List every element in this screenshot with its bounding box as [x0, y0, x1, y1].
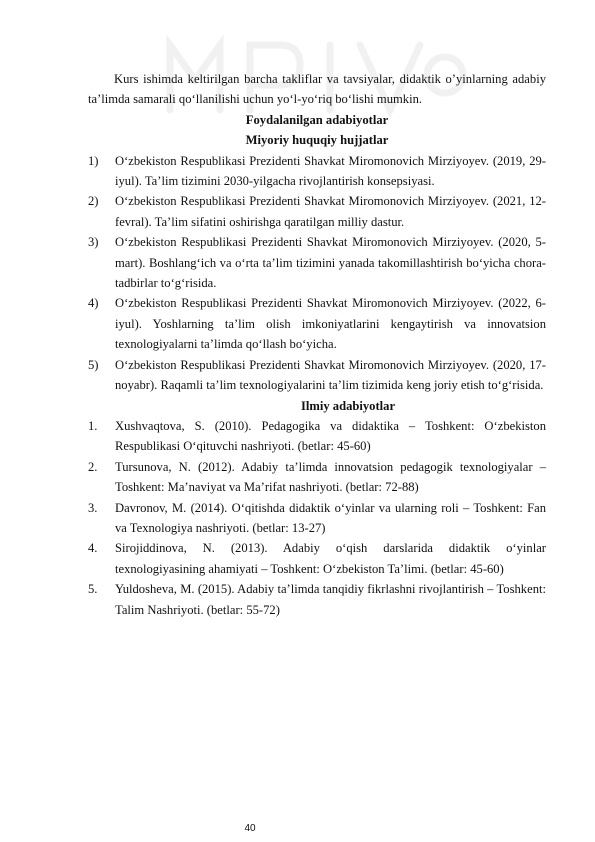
item-number: 1. — [88, 418, 98, 433]
legal-list — [88, 151, 546, 396]
item-text: O‘zbekiston Respublikasi Prezidenti Shavkat Miromonovich Mirziyoyev. (2021, 12-fevral). Ta’lim sifatini oshirishga qaratilgan milliy dastur. — [115, 194, 546, 229]
item-text: O‘zbekiston Respublikasi Prezidenti Shavkat Miromonovich Mirziyoyev. (2019, 29-iyul). Ta’lim tizimini 2030-yilgacha rivojlantirish konsepsiyasi. — [115, 153, 546, 189]
scientific-heading: Ilmiy adabiyotlar — [300, 398, 396, 413]
scientific-item — [88, 579, 546, 620]
item-text: O‘zbekiston Respublikasi Prezidenti Shavkat Miromonovich Mirziyoyev. (2020, 17-noyabr). Raqamli ta’lim texnologiyalarini ta’lim tizimida keng joriy etish to‘g‘risida. — [115, 357, 546, 393]
scientific-item — [88, 416, 546, 457]
legal-heading: Miyoriy huquqiy hujjatlar — [245, 133, 389, 148]
item-text: Tursunova, N. (2012). Adabiy ta’limda innovatsion pedagogik texnologiyalar – Toshkent: Ma’naviyat va Ma’rifat nashriyoti. (betlar: 72-88) — [115, 459, 546, 495]
legal-item — [88, 355, 546, 396]
item-number: 1) — [88, 153, 99, 168]
scientific-item — [88, 457, 546, 498]
scientific-list — [88, 416, 546, 620]
intro-paragraph: Kurs ishimda keltirilgan barcha takliflar va tavsiyalar, didaktik o’yinlarning adabiy ta’limda samarali qo‘llanilishi uchun yo‘l-yo‘riq bo‘lishi mumkin. — [88, 72, 546, 107]
legal-item — [88, 232, 546, 293]
legal-item — [88, 151, 546, 192]
section-title: Foydalanilgan adabiyotlar — [245, 112, 389, 127]
item-number: 4) — [88, 296, 99, 311]
item-number: 3. — [88, 500, 98, 515]
page-number: 40 — [244, 823, 256, 834]
item-text: O‘zbekiston Respublikasi Prezidenti Shavkat Miromonovich Mirziyoyev. (2022, 6-iyul). Yoshlarning ta’lim olish imkoniyatlarini kengaytirish va innovatsion texnologiyalarni ta’limda qo‘llash bo‘yicha. — [115, 296, 546, 352]
item-number: 5. — [88, 582, 98, 597]
item-number: 2) — [88, 194, 99, 209]
document-body — [88, 69, 546, 620]
legal-item — [88, 191, 546, 232]
item-text: Sirojiddinova, N. (2013). Adabiy o‘qish darslarida didaktik o‘yinlar texnologiyasining ahamiyati – Toshkent: O‘zbekiston Ta’limi. (betlar: 45-60) — [115, 541, 546, 576]
legal-item — [88, 293, 546, 354]
item-text: Xushvaqtova, S. (2010). Pedagogika va didaktika – Toshkent: O‘zbekiston Respublikasi O‘qituvchi nashriyoti. (betlar: 45-60) — [115, 418, 546, 454]
item-number: 5) — [88, 357, 99, 372]
item-text: Yuldosheva, M. (2015). Adabiy ta’limda tanqidiy fikrlashni rivojlantirish – Toshkent: Talim Nashriyoti. (betlar: 55-72) — [115, 582, 546, 617]
scientific-item — [88, 538, 546, 579]
item-number: 3) — [88, 235, 99, 250]
item-text: O‘zbekiston Respublikasi Prezidenti Shavkat Miromonovich Mirziyoyev. (2020, 5-mart). Boshlang‘ich va o‘rta ta’lim tizimini yanada takomillashtirish bo‘yicha chora-tadbirlar to‘g‘risida. — [115, 235, 546, 291]
item-number: 2. — [88, 459, 98, 474]
item-number: 4. — [88, 541, 98, 556]
item-text: Davronov, M. (2014). O‘qitishda didaktik o‘yinlar va ularning roli – Toshkent: Fan va Texnologiya nashriyoti. (betlar: 13-27) — [115, 500, 546, 535]
scientific-item — [88, 498, 546, 539]
